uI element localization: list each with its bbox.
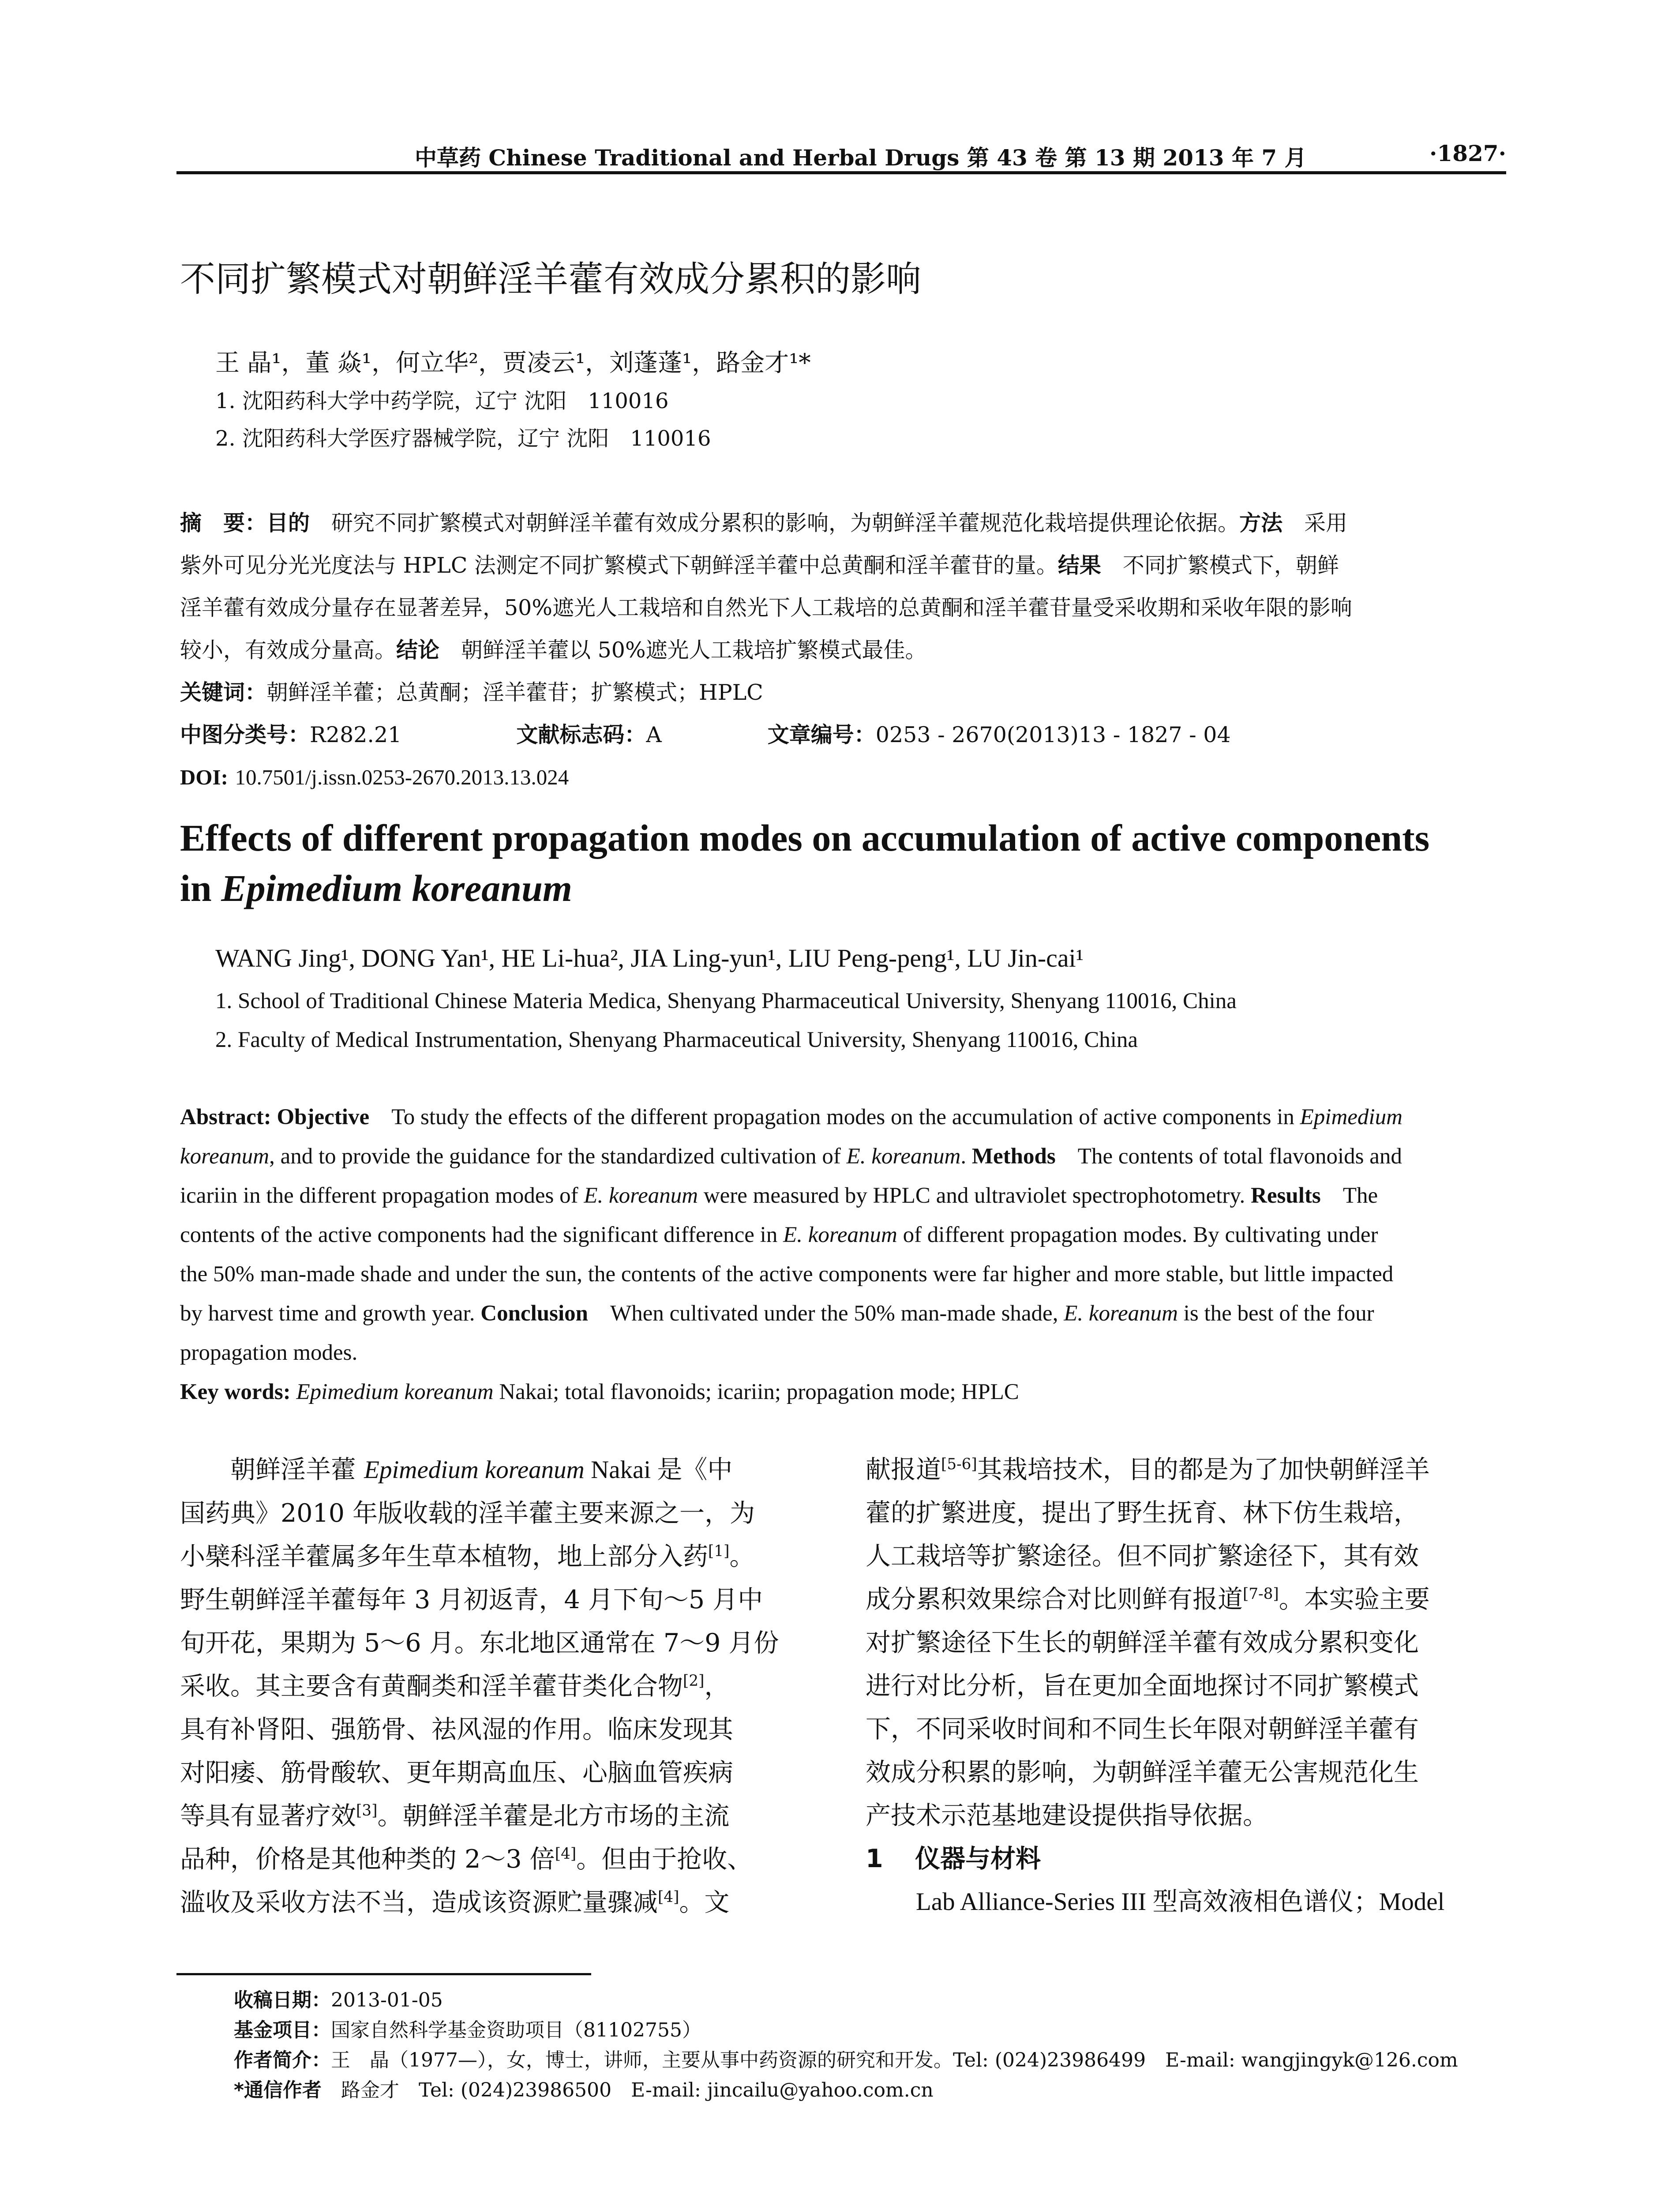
section-heading-1 (866, 1837, 1506, 1880)
species-italic: Epimedium koreanum (364, 1456, 585, 1484)
affiliation-zh-1: 1. 沈阳药科大学中药学院，辽宁 沈阳 110016 (215, 389, 669, 413)
citation-ref[interactable]: [5-6] (941, 1456, 977, 1473)
abstract-zh-line-3: 淫羊藿有效成分量存在显著差异，50%遮光人工栽培和自然光下人工栽培的总黄酮和淫羊藿苷量受采收期和采收年限的影响 (180, 595, 1352, 620)
abstract-zh-text: 较小，有效成分量高。 (180, 638, 397, 663)
body-text: 品种，价格是其他种类的 2～3 倍 (180, 1845, 555, 1874)
species-italic: Epimedium koreanum (296, 1380, 494, 1404)
keywords-zh (180, 672, 1506, 714)
abstract-zh-text: 采用 (1304, 510, 1348, 536)
doi-label: DOI: (180, 765, 228, 789)
methods-label: 方法 (1239, 510, 1283, 536)
footnote-author-bio (234, 2045, 1458, 2075)
title-en-prefix: in (180, 867, 221, 909)
body-text: 献报道 (866, 1455, 941, 1484)
abstract-en-line-6 (180, 1294, 1506, 1333)
footnote-text: 王 晶（1977—），女，博士，讲师，主要从事中药资源的研究和开发。Tel: (024)23986499 E-mail: wangjingyk@126.com (331, 2049, 1458, 2071)
abstract-label: 摘 要： (180, 510, 267, 536)
classification-line (180, 714, 1506, 756)
body-paragraph-line: 人工栽培等扩繁途径。但不同扩繁途径下，其有效 (866, 1542, 1419, 1571)
title-en-species: Epimedium koreanum (221, 867, 572, 909)
abstract-en-text: were measured by HPLC and ultraviolet spectrophotometry. (703, 1183, 1245, 1208)
abstract-zh-text: 紫外可见分光光度法与 HPLC 法测定不同扩繁模式下朝鲜淫羊藿中总黄酮和淫羊藿苷的量。 (180, 553, 1058, 578)
body-paragraph-line: 产技术示范基地建设提供指导依据。 (866, 1801, 1268, 1830)
keywords-zh-text: 朝鲜淫羊藿；总黄酮；淫羊藿苷；扩繁模式；HPLC (266, 680, 763, 705)
body-paragraph-line: 效成分积累的影响，为朝鲜淫羊藿无公害规范化生 (866, 1758, 1419, 1787)
citation-ref[interactable]: [4] (555, 1845, 577, 1863)
footnote-text: 国家自然科学基金资助项目（81102755） (331, 2019, 701, 2041)
body-text: 小檗科淫羊藿属多年生草本植物，地上部分入药 (180, 1542, 708, 1571)
running-header (176, 140, 1506, 174)
footnote-received (234, 1985, 1458, 2015)
abstract-zh-text: 朝鲜淫羊藿以 50%遮光人工栽培扩繁模式最佳。 (461, 638, 927, 663)
abstract-zh-text: 不同扩繁模式下，朝鲜 (1122, 553, 1339, 578)
doc-code-label: 文献标志码： (516, 722, 646, 747)
article-title-zh: 不同扩繁模式对朝鲜淫羊藿有效成分累积的影响 (180, 259, 921, 300)
citation-ref[interactable]: [1] (708, 1542, 730, 1560)
title-en-line-2 (180, 863, 1429, 913)
abstract-en-line-5: the 50% man-made shade and under the sun, the contents of the active components were far higher and more stable, but little impacted (180, 1262, 1394, 1287)
citation-ref[interactable]: [2] (683, 1672, 705, 1690)
body-text: 滥收及采收方法不当，造成该资源贮量骤减 (180, 1888, 658, 1917)
conclusion-en-label: Conclusion (480, 1301, 588, 1326)
footnote-label: 作者简介： (234, 2049, 331, 2071)
body-text: 成分累积效果综合对比则鲜有报道 (866, 1585, 1243, 1614)
keywords-en-text: Nakai; total flavonoids; icariin; propagation mode; HPLC (499, 1380, 1019, 1404)
body-text: 。文 (679, 1888, 730, 1917)
abstract-en-line-1 (180, 1098, 1506, 1137)
affiliation-zh-2: 2. 沈阳药科大学医疗器械学院，辽宁 沈阳 110016 (215, 426, 711, 451)
affiliation-en-2: 2. Faculty of Medical Instrumentation, Shenyang Pharmaceutical University, Shenyang 110016, China (215, 1028, 1138, 1052)
conclusion-label: 结论 (396, 638, 440, 663)
abstract-en-text: contents of the active components had the significant difference in (180, 1223, 778, 1247)
abstract-en-text: is the best of the four (1183, 1301, 1374, 1326)
body-text: 。但由于抢收、 (576, 1845, 753, 1874)
body-text: 。本实验主要 (1279, 1585, 1430, 1614)
species-italic: E. koreanum (846, 1144, 961, 1169)
abstract-zh-line-2 (180, 544, 1506, 587)
abstract-en (180, 1098, 1506, 1412)
abstract-en-text: When cultivated under the 50% man-made shade, (610, 1301, 1058, 1326)
body-text: 等具有显著疗效 (180, 1801, 356, 1831)
authors-en: WANG Jing¹, DONG Yan¹, HE Li-hua², JIA Ling-yun¹, LIU Peng-peng¹, LU Jin-cai¹ (215, 944, 1084, 972)
footnote-text: 2013-01-05 (331, 1989, 443, 2011)
clc-label: 中图分类号： (180, 722, 310, 747)
abstract-en-text: , and to provide the guidance for the standardized cultivation of (269, 1144, 841, 1169)
body-paragraph-line: 旬开花，果期为 5～6 月。东北地区通常在 7～9 月份 (180, 1628, 779, 1658)
body-paragraph-line: Lab Alliance-Series III 型高效液相色谱仪；Model (916, 1888, 1445, 1916)
body-column-left (180, 1448, 817, 1924)
body-column-right (866, 1448, 1506, 1924)
species-italic: E. koreanum (584, 1183, 698, 1208)
abstract-en-text: by harvest time and growth year. (180, 1301, 475, 1326)
results-label: 结果 (1058, 553, 1101, 578)
footnote-divider (176, 1973, 591, 1975)
keywords-zh-label: 关键词： (180, 680, 267, 705)
abstract-en-text: To study the effects of the different propagation modes on the accumulation of active components in (391, 1105, 1294, 1129)
article-title-en (180, 813, 1429, 913)
body-text: 。 (729, 1542, 755, 1571)
abstract-en-text: The (1342, 1183, 1378, 1208)
body-text: Nakai 是《中 (584, 1456, 733, 1484)
abstract-en-text: of different propagation modes. By cultivating under (903, 1223, 1378, 1247)
clc-value: R282.21 (310, 722, 402, 747)
footnote-funding (234, 2015, 1458, 2045)
page-number: ·1827· (1429, 140, 1506, 166)
abstract-en-text: The contents of total flavonoids and (1077, 1144, 1402, 1169)
body-paragraph-line (180, 1665, 817, 1708)
abstract-zh-line-4 (180, 629, 1506, 672)
body-paragraph-line: 国药典》2010 年版收载的淫羊藿主要来源之一，为 (180, 1499, 755, 1528)
abstract-en-text: icariin in the different propagation modes of (180, 1183, 578, 1208)
results-en-label: Results (1251, 1183, 1321, 1208)
species-italic: Epimedium (1300, 1105, 1402, 1129)
citation-ref[interactable]: [7-8] (1243, 1585, 1279, 1603)
abstract-zh (180, 502, 1506, 799)
title-en-line-1: Effects of different propagation modes on accumulation of active components (180, 817, 1430, 859)
body-paragraph-line: 对扩繁途径下生长的朝鲜淫羊藿有效成分累积变化 (866, 1628, 1419, 1657)
objective-label: 目的 (266, 510, 310, 536)
body-paragraph-line: 下，不同采收时间和不同生长年限对朝鲜淫羊藿有 (866, 1715, 1419, 1744)
body-paragraph-line (866, 1578, 1506, 1621)
footnote-label: 收稿日期： (234, 1989, 331, 2011)
body-text: 采收。其主要含有黄酮类和淫羊藿苷类化合物 (180, 1672, 683, 1701)
section-title: 仪器与材料 (915, 1844, 1041, 1873)
section-number: 1 (866, 1844, 883, 1873)
abstract-zh-text: 研究不同扩繁模式对朝鲜淫羊藿有效成分累积的影响，为朝鲜淫羊藿规范化栽培提供理论依据。 (331, 510, 1240, 536)
keywords-en-label: Key words: (180, 1380, 291, 1404)
footnote-corresponding (234, 2075, 1458, 2105)
body-paragraph-line (180, 1838, 817, 1881)
body-paragraph-line: 野生朝鲜淫羊藿每年 3 月初返青，4 月下旬～5 月中 (180, 1585, 763, 1614)
body-text: 其栽培技术，目的都是为了加快朝鲜淫羊 (977, 1455, 1430, 1484)
doi-line (180, 756, 1506, 799)
species-italic: E. koreanum (783, 1223, 897, 1247)
doi-value[interactable]: 10.7501/j.issn.0253-2670.2013.13.024 (235, 765, 569, 789)
footnote-label: 基金项目： (234, 2019, 331, 2041)
species-italic: koreanum (180, 1144, 270, 1169)
citation-ref[interactable]: [3] (356, 1802, 378, 1820)
body-paragraph-line: 具有补肾阳、强筋骨、祛风湿的作用。临床发现其 (180, 1715, 733, 1744)
article-no-value: 0253 - 2670(2013)13 - 1827 - 04 (875, 722, 1231, 747)
keywords-en (180, 1373, 1506, 1412)
abstract-zh-line-1 (180, 502, 1506, 544)
footnote-text: 路金才 Tel: (024)23986500 E-mail: jincailu@yahoo.com.cn (341, 2079, 934, 2101)
body-paragraph-line: 藿的扩繁进度，提出了野生抚育、林下仿生栽培， (866, 1498, 1419, 1527)
body-paragraph-line (180, 1881, 817, 1924)
journal-header: 中草药 Chinese Traditional and Herbal Drugs 第 43 卷 第 13 期 2013 年 7 月 (415, 145, 1307, 171)
body-paragraph-line (180, 1794, 817, 1838)
abstract-en-line-3 (180, 1176, 1506, 1216)
doc-code-value: A (646, 722, 662, 747)
abstract-en-label: Abstract: Objective (180, 1105, 370, 1129)
citation-ref[interactable]: [4] (658, 1888, 679, 1906)
body-paragraph-line: 对阳痿、筋骨酸软、更年期高血压、心脑血管疾病 (180, 1758, 733, 1787)
body-paragraph-line (180, 1448, 817, 1492)
body-paragraph-line: 进行对比分析，旨在更加全面地探讨不同扩繁模式 (866, 1671, 1419, 1700)
abstract-en-line-7: propagation modes. (180, 1340, 358, 1365)
body-paragraph-line (866, 1448, 1506, 1491)
affiliation-en-1: 1. School of Traditional Chinese Materia Medica, Shenyang Pharmaceutical University, Shenyang 110016, China (215, 989, 1237, 1013)
abstract-en-line-4 (180, 1216, 1506, 1255)
footnote-label: *通信作者 (234, 2079, 322, 2101)
footnotes (234, 1985, 1458, 2105)
methods-en-label: Methods (971, 1144, 1056, 1169)
body-text: 朝鲜淫羊藿 (230, 1455, 364, 1484)
abstract-en-line-2: koreanum, and to provide the guidance for the standardized cultivation of E. koreanum. Methods The contents of total flavonoids and (180, 1144, 1402, 1169)
body-text: 。朝鲜淫羊藿是北方市场的主流 (377, 1801, 730, 1831)
body-text: ， (704, 1672, 730, 1701)
species-italic: E. koreanum (1064, 1301, 1178, 1326)
authors-zh: 王 晶¹，董 焱¹，何立华²，贾凌云¹，刘蓬蓬¹，路金才¹* (215, 349, 811, 377)
body-paragraph-line (180, 1535, 817, 1578)
article-no-label: 文章编号： (767, 722, 876, 747)
